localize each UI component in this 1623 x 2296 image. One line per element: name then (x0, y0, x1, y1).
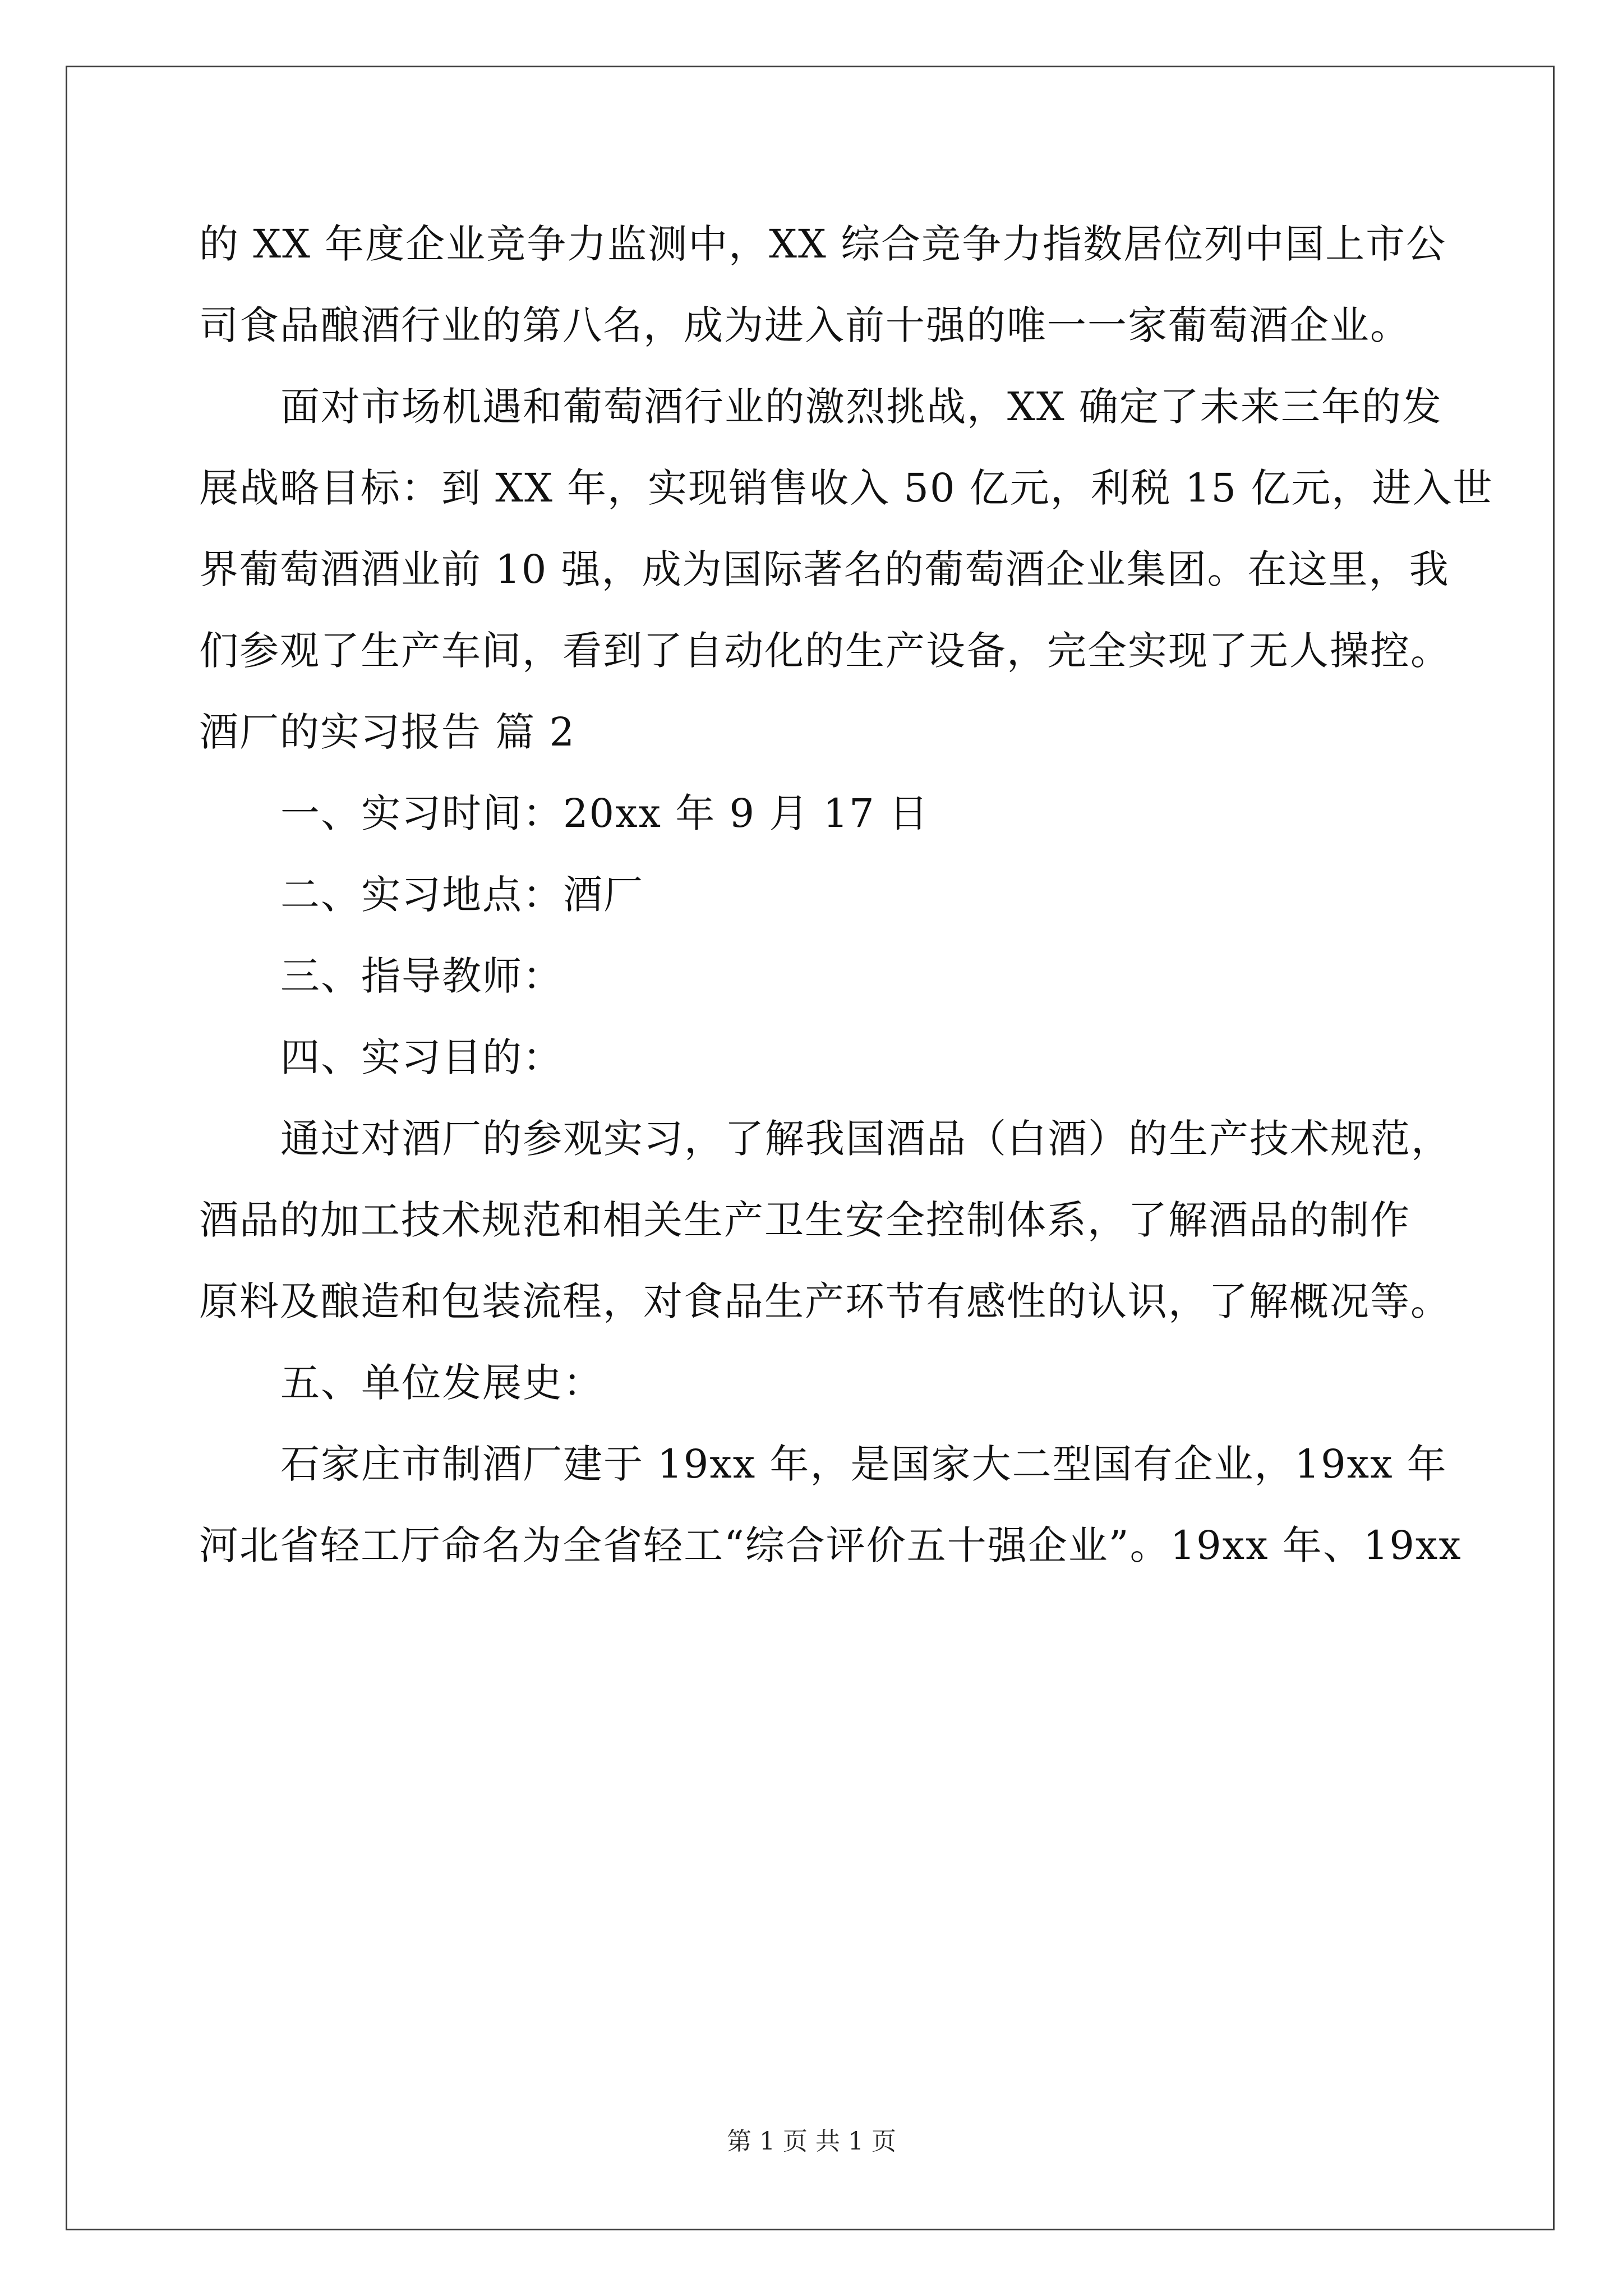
paragraph-line: 的 XX 年度企业竞争力监测中，XX 综合竞争力指数居位列中国上市公 (199, 221, 1447, 267)
list-item: 四、实习目的： (280, 1034, 563, 1080)
paragraph-line: 界葡萄酒酒业前 10 强，成为国际著名的葡萄酒企业集团。在这里，我 (199, 546, 1450, 592)
list-item: 五、单位发展史： (280, 1360, 603, 1406)
page-number-footer: 第 1 页 共 1 页 (727, 2127, 896, 2156)
paragraph-line: 司食品酿酒行业的第八名，成为进入前十强的唯一一家葡萄酒企业。 (199, 302, 1410, 348)
paragraph-line: 面对市场机遇和葡萄酒行业的激烈挑战，XX 确定了未来三年的发 (280, 384, 1442, 430)
paragraph-line: 通过对酒厂的参观实习，了解我国酒品（白酒）的生产技术规范， (280, 1116, 1451, 1162)
list-item: 一、实习时间：20xx 年 9 月 17 日 (280, 790, 929, 836)
paragraph-line: 酒品的加工技术规范和相关生产卫生安全控制体系，了解酒品的制作 (199, 1197, 1410, 1243)
list-item: 二、实习地点：酒厂 (280, 872, 644, 918)
paragraph-line: 石家庄市制酒厂建于 19xx 年，是国家大二型国有企业，19xx 年 (280, 1441, 1447, 1487)
section-heading: 酒厂的实习报告 篇 2 (199, 709, 576, 755)
paragraph-line: 原料及酿造和包装流程，对食品生产环节有感性的认识，了解概况等。 (199, 1278, 1451, 1324)
list-item: 三、指导教师： (280, 953, 563, 999)
paragraph-line: 们参观了生产车间，看到了自动化的生产设备，完全实现了无人操控。 (199, 628, 1451, 674)
paragraph-line: 展战略目标：到 XX 年，实现销售收入 50 亿元，利税 15 亿元，进入世 (199, 465, 1493, 511)
paragraph-line: 河北省轻工厅命名为全省轻工“综合评价五十强企业”。19xx 年、19xx (199, 1522, 1462, 1568)
